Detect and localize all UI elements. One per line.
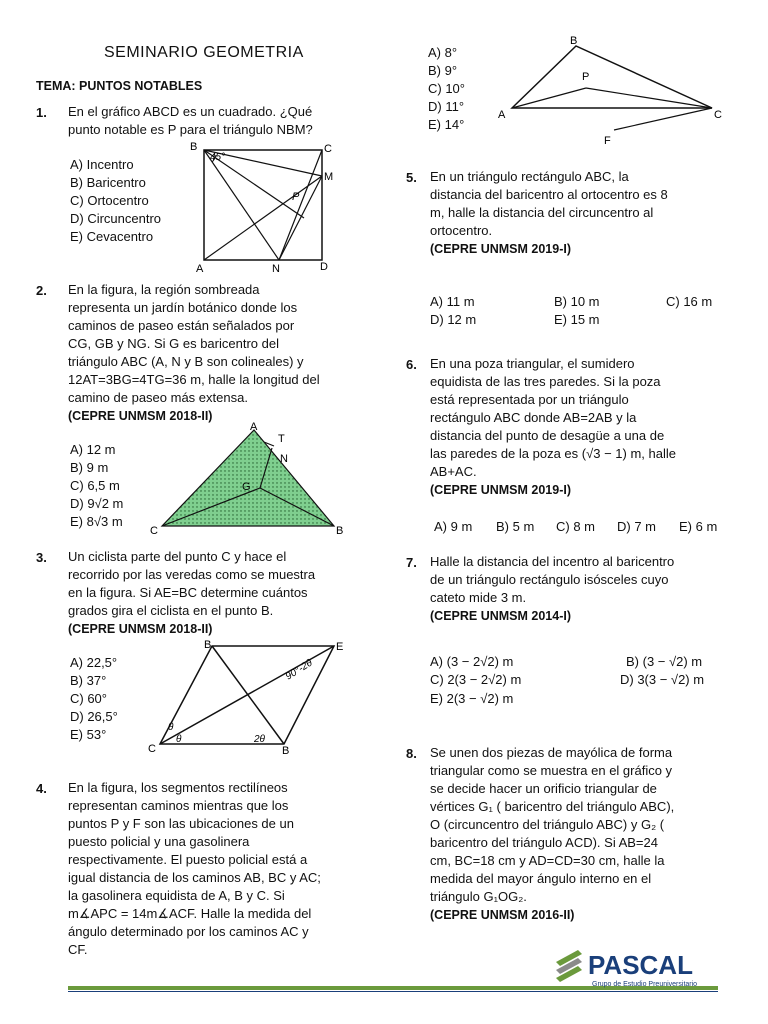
q5-option[interactable]: D) 12 m	[430, 312, 477, 327]
q2-figure	[148, 418, 354, 538]
q2-option[interactable]: E) 8√3 m	[70, 514, 123, 529]
q4-line: la gasolinera equidista de A, B y C. Si	[68, 888, 285, 903]
q6-line: rectángulo ABC donde AB=2AB y la	[430, 410, 637, 425]
q4-options	[428, 44, 465, 134]
segment-nm	[279, 176, 322, 260]
label-a: A	[196, 263, 204, 275]
label-g: G	[242, 481, 251, 493]
q1-option[interactable]: E) Cevacentro	[70, 229, 154, 244]
q1-option[interactable]: C) Ortocentro	[70, 193, 149, 208]
segment-cf	[614, 108, 712, 130]
label-m: M	[324, 171, 334, 183]
q5-line: distancia del baricentro al ortocentro es 8	[430, 187, 668, 202]
q2-number: 2.	[36, 283, 47, 298]
q7-text	[430, 553, 722, 625]
logo-subtitle: Grupo de Estudio Preuniversitario	[592, 981, 698, 988]
q8-line: baricentro del triángulo ACD). Si AB=24	[430, 835, 658, 850]
q8-line: cm, BC=18 cm y AD=CD=30 cm, halle la	[430, 853, 665, 868]
q3-line: Un ciclista parte del punto C y hace el	[68, 549, 287, 564]
q3-option[interactable]: D) 26,5°	[70, 709, 118, 724]
q3-source: (CEPRE UNMSM 2018-II)	[68, 622, 213, 636]
triangle-abc	[512, 46, 712, 108]
page-title: SEMINARIO GEOMETRIA	[104, 44, 304, 61]
label-p: P	[292, 191, 300, 203]
label-d: D	[320, 261, 328, 273]
q6-option[interactable]: B) 5 m	[496, 519, 535, 534]
q7-source: (CEPRE UNMSM 2014-I)	[430, 609, 571, 623]
q4-line: m∡APC = 14m∡ACF. Halle la medida del	[68, 906, 312, 921]
q7-number: 7.	[406, 555, 417, 570]
q2-text	[68, 281, 362, 425]
q4-line: representan caminos mientras que los	[68, 798, 289, 813]
q6-line: está representada por un triángulo	[430, 392, 629, 407]
q5-line: En un triángulo rectángulo ABC, la	[430, 169, 629, 184]
q6-option[interactable]: A) 9 m	[434, 519, 473, 534]
q2-option[interactable]: A) 12 m	[70, 442, 116, 457]
label-p: P	[582, 71, 590, 83]
label-b: B	[190, 141, 198, 153]
q4-line: respectivamente. El puesto policial está a	[68, 852, 308, 867]
logo-name: PASCAL	[588, 950, 693, 980]
label-a: A	[250, 421, 258, 433]
angle-label: 45°	[210, 152, 226, 163]
label-c: C	[150, 525, 158, 537]
q6-line: En una poza triangular, el sumidero	[430, 356, 635, 371]
q8-line: se decide hacer un orificio triangular de	[430, 781, 657, 796]
q2-line: CG, GB y NG. Si G es baricentro del	[68, 336, 279, 351]
q4-option[interactable]: D) 11°	[428, 99, 465, 114]
q6-option[interactable]: E) 6 m	[679, 519, 718, 534]
q6-line: distancia del punto de desagüe a una de	[430, 428, 665, 443]
label-b: B	[570, 35, 578, 47]
q3-line: recorrido por las veredas como se muestra	[68, 567, 316, 582]
q3-text	[68, 548, 362, 638]
q5-option[interactable]: A) 11 m	[430, 294, 475, 309]
q7-option[interactable]: A) (3 − 2√2) m	[430, 654, 514, 669]
q5-line: m, halle la distancia del circuncentro al	[430, 205, 654, 220]
label-n: N	[272, 263, 280, 275]
label-n: N	[280, 453, 288, 465]
q6-number: 6.	[406, 357, 417, 372]
diagonal-bb	[212, 646, 284, 744]
q4-option[interactable]: A) 8°	[428, 45, 458, 60]
logo-mark-icon	[556, 950, 582, 982]
q4-line: igual distancia de los caminos AB, BC y AC;	[68, 870, 321, 885]
q4-option[interactable]: B) 9°	[428, 63, 458, 78]
q5-option[interactable]: B) 10 m	[554, 294, 600, 309]
q3-option[interactable]: C) 60°	[70, 691, 107, 706]
topic-heading: TEMA: PUNTOS NOTABLES	[36, 79, 203, 93]
q4-line: En la figura, los segmentos rectilíneos	[68, 780, 288, 795]
q6-text	[430, 355, 722, 499]
q5-number: 5.	[406, 170, 417, 185]
q5-option[interactable]: E) 15 m	[554, 312, 600, 327]
q3-option[interactable]: A) 22,5°	[70, 655, 118, 670]
label-b-top: B	[204, 639, 212, 651]
q4-line: puntos P y F son las ubicaciones de un	[68, 816, 294, 831]
q2-option[interactable]: C) 6,5 m	[70, 478, 120, 493]
q2-line: caminos de paseo están señalados por	[68, 318, 295, 333]
q7-option[interactable]: C) 2(3 − 2√2) m	[430, 672, 522, 687]
q8-number: 8.	[406, 746, 417, 761]
q4-number: 4.	[36, 781, 47, 796]
q8-line: triángulo G₁OG₂.	[430, 889, 527, 904]
q1-line: En el gráfico ABCD es un cuadrado. ¿Qué	[68, 104, 313, 119]
q7-line: de un triángulo rectángulo isósceles cuyo	[430, 572, 669, 587]
q3-figure	[146, 638, 356, 758]
q6-line: AB+AC.	[430, 464, 477, 479]
q1-number: 1.	[36, 105, 47, 120]
q5-source: (CEPRE UNMSM 2019-I)	[430, 242, 571, 256]
q3-option[interactable]: E) 53°	[70, 727, 107, 742]
theta-label: θ	[176, 734, 182, 745]
q4-line: CF.	[68, 942, 88, 957]
label-e: E	[336, 641, 344, 653]
q2-option[interactable]: B) 9 m	[70, 460, 109, 475]
q3-number: 3.	[36, 550, 47, 565]
label-t: T	[278, 433, 285, 445]
q5-line: ortocentro.	[430, 223, 493, 238]
theta-label: θ	[168, 722, 174, 733]
q2-line: 12AT=3BG=4TG=36 m, halle la longitud del	[68, 372, 320, 387]
segment-pc	[586, 88, 712, 108]
q4-text	[68, 779, 362, 959]
segment-am	[204, 176, 322, 260]
q7-option[interactable]: E) 2(3 − √2) m	[430, 691, 514, 706]
q1-option[interactable]: D) Circuncentro	[70, 211, 162, 226]
q2-option[interactable]: D) 9√2 m	[70, 496, 124, 511]
q7-line: Halle la distancia del incentro al baricentro	[430, 554, 675, 569]
q8-line: medida del mayor ángulo interno en el	[430, 871, 652, 886]
q6-option[interactable]: D) 7 m	[617, 519, 656, 534]
q4-option[interactable]: E) 14°	[428, 117, 465, 132]
q8-line: Se unen dos piezas de mayólica de forma	[430, 745, 673, 760]
q8-line: vértices G₁ ( baricentro del triángulo ABC),	[430, 799, 675, 814]
q2-line: En la figura, la región sombreada	[68, 282, 260, 297]
label-a: A	[498, 109, 506, 121]
q8-source: (CEPRE UNMSM 2016-II)	[430, 908, 575, 922]
q4-figure	[494, 32, 734, 148]
q7-option[interactable]: D) 3(3 − √2) m	[620, 672, 705, 687]
q3-line: en la figura. Si AE=BC determine cuántos	[68, 585, 308, 600]
q7-line: cateto mide 3 m.	[430, 590, 527, 605]
q2-line: representa un jardín botánico donde los	[68, 300, 298, 315]
two-theta-label: 2θ	[254, 734, 265, 745]
q1-option[interactable]: A) Incentro	[70, 157, 134, 172]
q8-line: O (circuncentro del triángulo ABC) y G₂ (	[430, 817, 665, 832]
label-b: B	[336, 525, 344, 537]
q4-line: puesto policial y una gasolinera	[68, 834, 250, 849]
q8-text	[430, 744, 722, 924]
q2-source: (CEPRE UNMSM 2018-II)	[68, 409, 213, 423]
label-c: C	[148, 743, 156, 755]
q6-line: las paredes de la poza es (√3 − 1) m, halle	[430, 446, 676, 461]
label-c: C	[714, 109, 722, 121]
q4-option[interactable]: C) 10°	[428, 81, 465, 96]
q7-option[interactable]: B) (3 − √2) m	[626, 654, 703, 669]
label-f: F	[604, 135, 611, 147]
q5-option[interactable]: C) 16 m	[666, 294, 713, 309]
q2-line: triángulo ABC (A, N y B son colineales) y	[68, 354, 304, 369]
q3-options	[70, 654, 118, 744]
label-c: C	[324, 143, 332, 155]
triangle-abc	[162, 430, 334, 526]
label-b-bottom: B	[282, 745, 290, 757]
square-abcd	[204, 150, 322, 260]
q5-text	[430, 168, 722, 258]
q1-text	[68, 103, 364, 139]
q6-line: equidista de las tres paredes. Si la poza	[430, 374, 661, 389]
q2-line: camino de paseo más extensa.	[68, 390, 248, 405]
q6-source: (CEPRE UNMSM 2019-I)	[430, 483, 571, 497]
q2-options	[70, 441, 123, 531]
q3-line: grados gira el ciclista en el punto B.	[68, 603, 274, 618]
q6-option[interactable]: C) 8 m	[556, 519, 595, 534]
q3-option[interactable]: B) 37°	[70, 673, 107, 688]
q1-line: punto notable es P para el triángulo NBM?	[68, 122, 313, 137]
q1-options	[70, 156, 161, 246]
pascal-logo	[548, 940, 728, 994]
q4-line: ángulo determinado por los caminos AC y	[68, 924, 309, 939]
segment-bn	[204, 150, 279, 260]
q1-figure	[186, 138, 346, 276]
q1-option[interactable]: B) Baricentro	[70, 175, 146, 190]
angle-label: 90°-2θ	[283, 657, 315, 683]
q8-line: triangular como se muestra en el gráfico y	[430, 763, 673, 778]
